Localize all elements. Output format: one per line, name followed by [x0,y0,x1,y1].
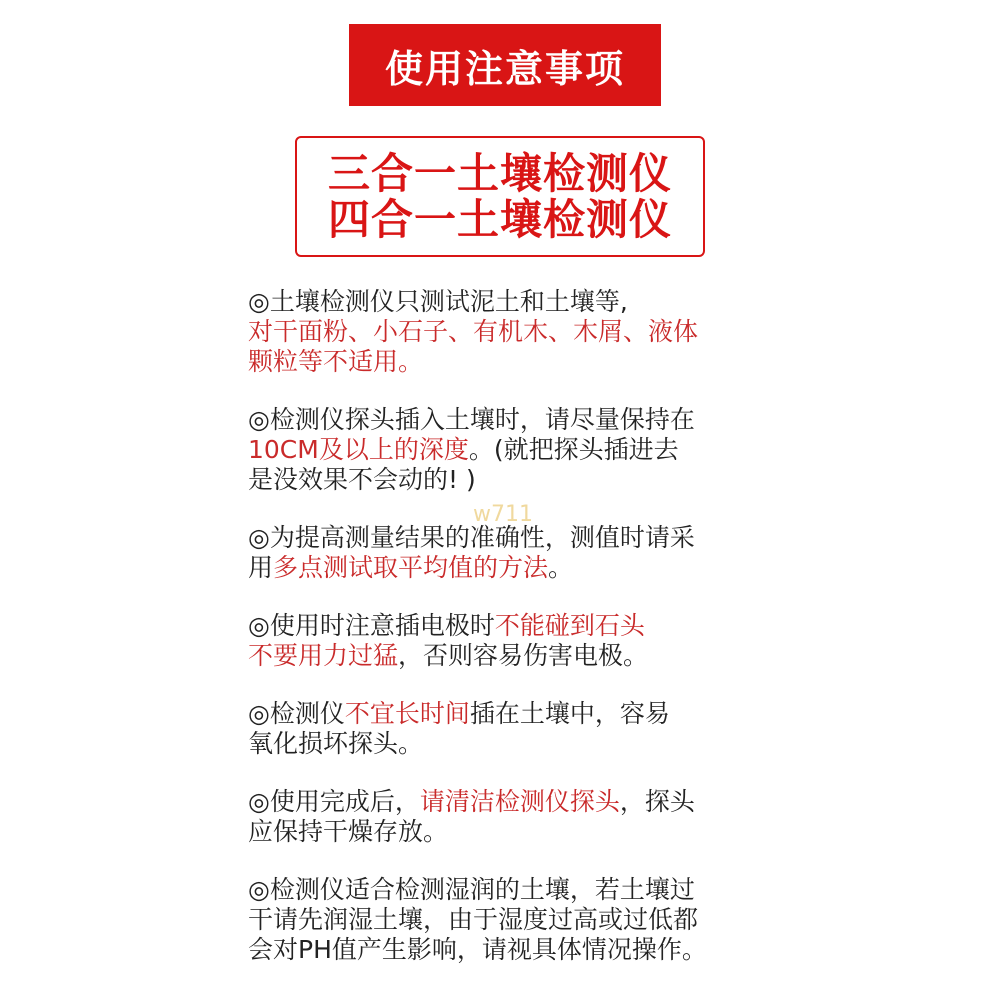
note-3-highlight: 多点测试取平均值的方法 [273,553,549,582]
note-3-line-2-pre: 用 [248,553,274,582]
note-6-highlight: 请清洁检测仪探头 [419,787,620,816]
product-name-line-2: 四合一土壤检测仪 [327,194,672,244]
note-1 [248,287,768,377]
product-name-line-1: 三合一土壤检测仪 [327,148,672,198]
note-6-line-1 [248,787,768,817]
note-5-line-1-pre: ◎检测仪 [248,699,345,728]
note-7-line-1: ◎检测仪适合检测湿润的土壤，若土壤过 [248,875,695,904]
note-4-line-1 [248,611,768,641]
note-7 [248,875,768,965]
note-7-line-3: 会对PH值产生影响，请视具体情况操作。 [248,935,707,964]
note-2-line-3: 是没效果不会动的! ) [248,465,476,494]
note-2-line-1: ◎检测仪探头插入土壤时，请尽量保持在 [248,405,695,434]
note-5-line-2: 氧化损坏探头。 [248,729,424,758]
note-5-line-1 [248,699,768,729]
note-6-line-1-pre: ◎使用完成后， [248,787,420,816]
note-4-highlight-1: 不能碰到石头 [494,611,645,640]
note-4-line-2 [248,641,768,671]
note-3 [248,523,768,583]
note-3-line-2-post: 。 [548,553,574,582]
note-2-line-2-rest: 。(就把探头插进去 [468,435,679,464]
note-6-line-1-post: ，探头 [619,787,695,816]
note-3-line-2 [248,553,768,583]
note-4 [248,611,768,671]
note-5-line-1-post: 插在土壤中，容易 [469,699,670,728]
note-3-line-1: ◎为提高测量结果的准确性，测值时请采 [248,523,695,552]
note-1-line-1: ◎土壤检测仪只测试泥土和土壤等, [248,287,628,316]
note-1-line-3: 颗粒等不适用。 [248,347,424,376]
note-4-line-2-post: ，否则容易伤害电极。 [398,641,649,670]
note-5 [248,699,768,759]
note-7-line-2: 干请先润湿土壤，由于湿度过高或过低都 [248,905,699,934]
note-2-highlight: 10CM及以上的深度 [248,435,469,464]
note-2 [248,405,768,495]
note-6-line-2: 应保持干燥存放。 [248,817,449,846]
note-4-highlight-2: 不要用力过猛 [248,641,399,670]
note-6 [248,787,768,847]
note-5-highlight: 不宜长时间 [344,699,470,728]
watermark: w711 [473,502,533,527]
usage-notes [248,287,768,993]
header-banner [349,24,661,106]
page-title: 使用注意事项 [384,46,625,91]
note-4-line-1-pre: ◎使用时注意插电极时 [248,611,495,640]
product-name-box [295,136,705,257]
note-1-line-2: 对干面粉、小石子、有机木、木屑、液体 [248,317,699,346]
note-2-line-2 [248,435,768,465]
